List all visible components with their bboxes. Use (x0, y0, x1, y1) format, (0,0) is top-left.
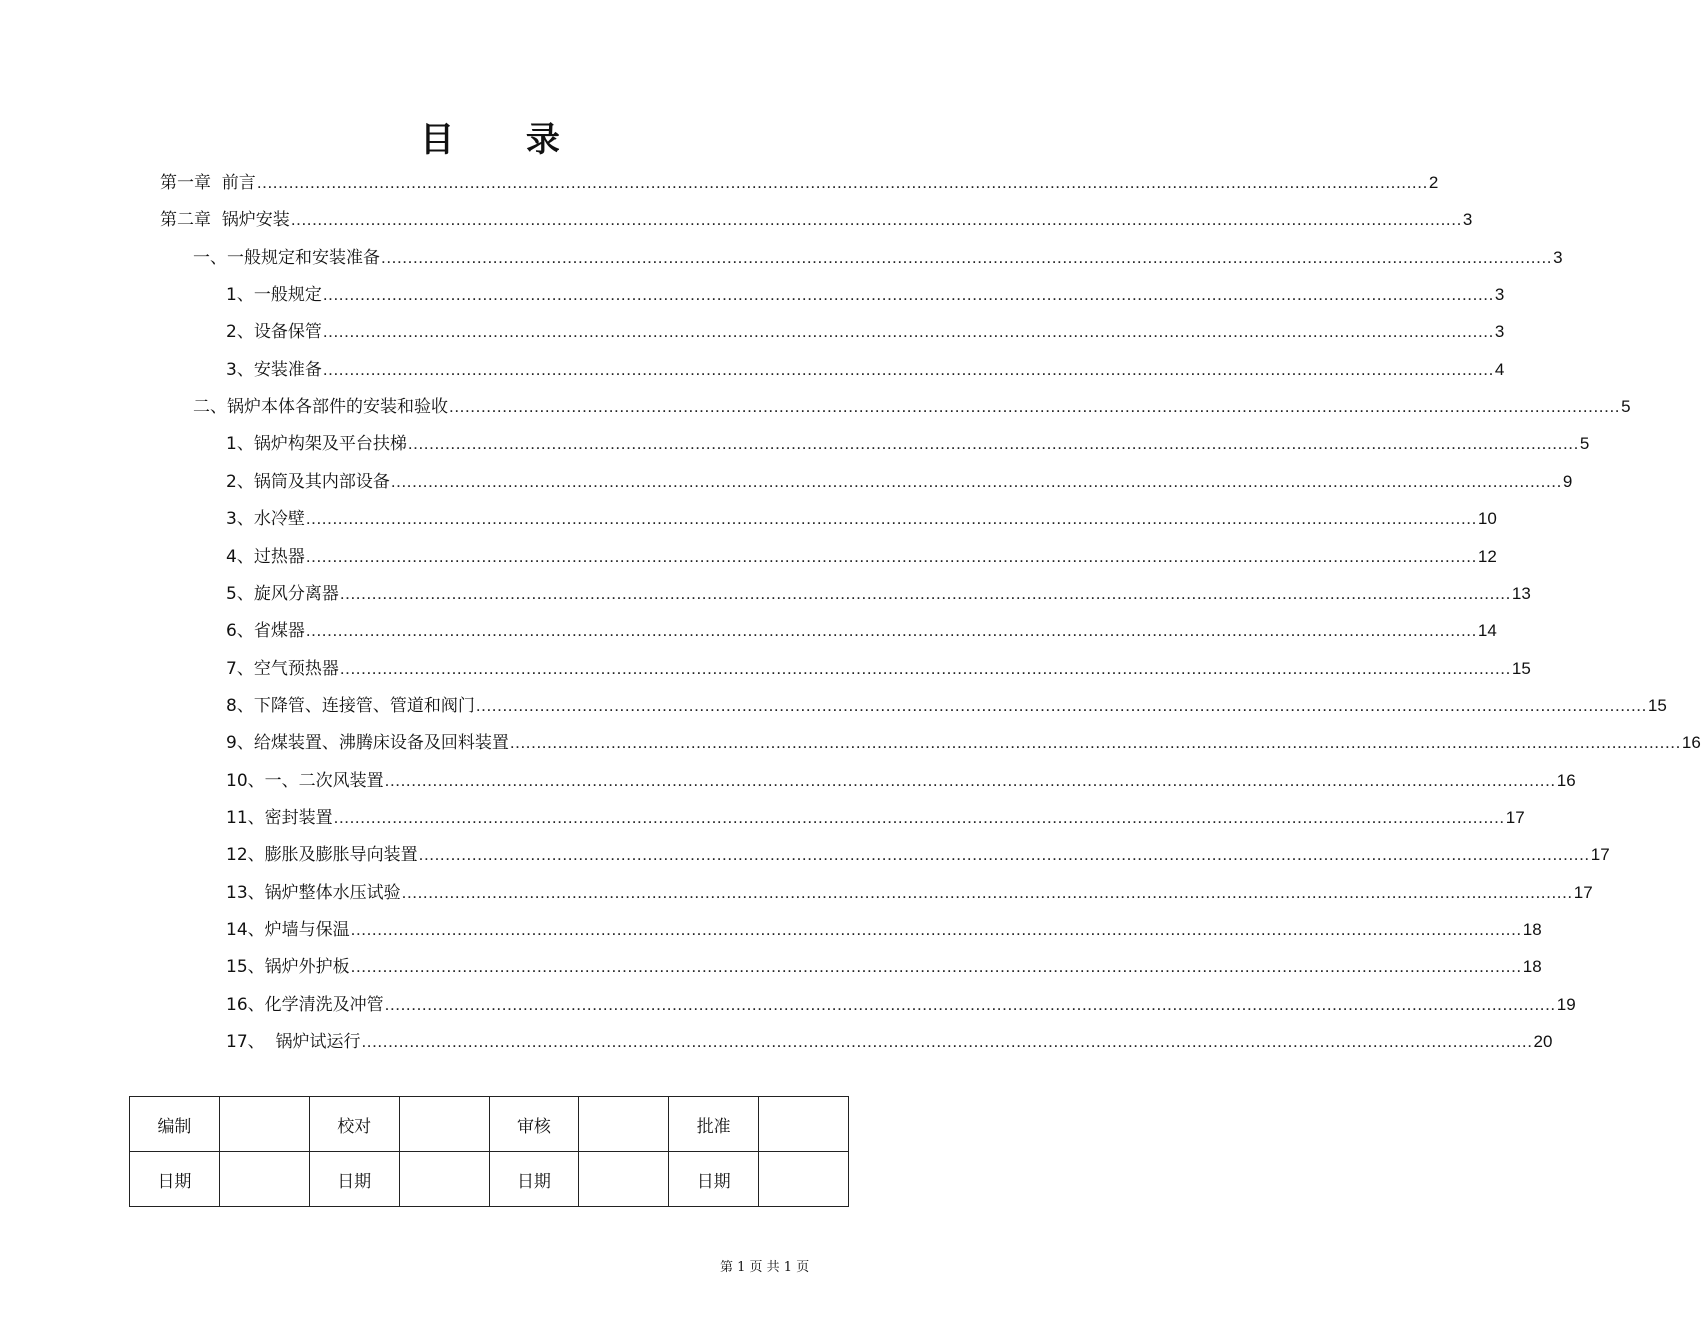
toc-dot-leader: ............................................................................................................................................................................................................................ (350, 920, 1522, 939)
toc-page-number: 5 (1579, 434, 1590, 454)
toc-dot-leader: ............................................................................................................................................................................................................................ (384, 994, 1556, 1014)
toc-dot-leader: ............................................................................................................................................................................................................................ (381, 247, 1553, 267)
toc-entry[interactable] (226, 504, 1497, 534)
toc-dot-leader: ............................................................................................................................................................................................................................ (361, 1032, 1533, 1052)
toc-entry-label: 12、膨胀及膨胀导向装置 (226, 845, 418, 866)
toc-entry[interactable] (226, 952, 1542, 982)
toc-dot-leader: ............................................................................................................................................................................................................................ (339, 583, 1511, 603)
toc-page-number: 17 (1573, 882, 1593, 902)
toc-entry-label: 1、一般规定 (226, 285, 322, 306)
toc-page-number: 17 (1590, 845, 1610, 865)
toc-entry-label: 3、水冷壁 (226, 509, 305, 530)
toc-entry-label: 第二章 锅炉安装 (160, 210, 290, 231)
cell-date-label: 日期 (309, 1152, 399, 1207)
toc-entry-label: 2、设备保管 (226, 322, 322, 343)
toc-entry-label: 16、化学清洗及冲管 (226, 994, 384, 1015)
toc-entry-label: 一、一般规定和安装准备 (193, 247, 380, 268)
cell-date-label: 日期 (669, 1152, 759, 1207)
toc-dot-leader: ............................................................................................................................................................................................................................ (256, 173, 1428, 192)
page-footer: 第 1 页 共 1 页 (720, 1260, 810, 1275)
toc-entry[interactable] (226, 467, 1573, 497)
toc-page-number: 3 (1462, 210, 1473, 230)
toc-dot-leader: ............................................................................................................................................................................................................................ (333, 807, 1505, 827)
toc-entry[interactable] (226, 616, 1497, 646)
toc-entry[interactable] (193, 243, 1563, 273)
toc-entry[interactable] (226, 840, 1610, 870)
toc-dot-leader: ............................................................................................................................................................................................................................ (305, 621, 1477, 641)
toc-dot-leader: ............................................................................................................................................................................................................................ (509, 733, 1681, 753)
toc-entry[interactable] (226, 878, 1593, 908)
toc-entry[interactable] (226, 990, 1576, 1020)
toc-page-number: 2 (1428, 173, 1439, 192)
toc-page-number: 19 (1556, 994, 1576, 1014)
toc-page-number: 14 (1477, 621, 1497, 641)
toc-entry-label: 2、锅筒及其内部设备 (226, 471, 390, 492)
toc-dot-leader: ............................................................................................................................................................................................................................ (305, 546, 1477, 566)
toc-dot-leader: ............................................................................................................................................................................................................................ (305, 509, 1477, 529)
cell-date-label: 日期 (489, 1152, 579, 1207)
toc-dot-leader: ............................................................................................................................................................................................................................ (339, 658, 1511, 678)
cell-proofread-value (399, 1097, 489, 1152)
toc-entry[interactable] (226, 429, 1590, 459)
toc-page-number: 9 (1562, 471, 1573, 491)
toc-page-number: 17 (1505, 807, 1525, 827)
toc-dot-leader: ............................................................................................................................................................................................................................ (390, 471, 1562, 491)
toc-page-number: 12 (1477, 546, 1497, 566)
toc-entry[interactable] (226, 691, 1667, 721)
toc-dot-leader: ............................................................................................................................................................................................................................ (384, 770, 1556, 790)
toc-entry[interactable] (226, 280, 1505, 310)
toc-entry-label: 8、下降管、连接管、管道和阀门 (226, 695, 475, 716)
cell-compile-label: 编制 (130, 1097, 220, 1152)
toc-entry-label: 二、锅炉本体各部件的安装和验收 (193, 397, 448, 418)
toc-dot-leader: ............................................................................................................................................................................................................................ (322, 285, 1494, 305)
toc-entry[interactable] (226, 355, 1505, 385)
toc-dot-leader: ............................................................................................................................................................................................................................ (449, 397, 1621, 417)
toc-page-number: 16 (1681, 733, 1701, 753)
cell-date-label: 日期 (130, 1152, 220, 1207)
toc-entry-label: 17、 锅炉试运行 (226, 1032, 361, 1053)
toc-entry[interactable] (226, 915, 1542, 945)
toc-entry[interactable] (193, 392, 1631, 422)
toc-entry-label: 14、炉墙与保温 (226, 920, 350, 940)
toc-page-number: 10 (1477, 509, 1497, 529)
toc-page-number: 13 (1511, 583, 1531, 603)
toc-entry-label: 9、给煤装置、沸腾床设备及回料装置 (226, 733, 509, 754)
signoff-row-names (130, 1097, 849, 1152)
toc-entry-label: 6、省煤器 (226, 621, 305, 642)
toc-dot-leader: ............................................................................................................................................................................................................................ (350, 957, 1522, 977)
toc-dot-leader: ............................................................................................................................................................................................................................ (401, 882, 1573, 902)
toc-page-number: 5 (1621, 397, 1631, 417)
cell-approve-label: 批准 (669, 1097, 759, 1152)
toc-page-number: 16 (1556, 770, 1576, 790)
cell-review-value (579, 1097, 669, 1152)
toc-entry[interactable] (226, 728, 1701, 758)
toc-entry[interactable] (160, 168, 1439, 198)
toc-dot-leader: ............................................................................................................................................................................................................................ (322, 322, 1494, 342)
toc-page-number: 4 (1494, 359, 1505, 379)
toc-page-number: 15 (1647, 695, 1667, 715)
toc-entry-label: 3、安装准备 (226, 359, 322, 380)
page-title: 目 录 (420, 120, 590, 160)
toc-entry-label: 4、过热器 (226, 546, 305, 567)
cell-proofread-label: 校对 (309, 1097, 399, 1152)
cell-approve-value (759, 1097, 849, 1152)
toc-entry[interactable] (226, 654, 1531, 684)
toc-entry[interactable] (160, 205, 1473, 235)
toc-page-number: 15 (1511, 658, 1531, 678)
toc-entry[interactable] (226, 579, 1531, 609)
toc-entry[interactable] (226, 317, 1505, 347)
toc-page-number: 18 (1522, 957, 1542, 977)
cell-date-value (579, 1152, 669, 1207)
toc-page-number: 3 (1494, 322, 1505, 342)
toc-page-number: 3 (1553, 247, 1563, 267)
toc-entry-label: 7、空气预热器 (226, 658, 339, 679)
toc-entry[interactable] (226, 1027, 1553, 1057)
toc-entry-label: 5、旋风分离器 (226, 583, 339, 604)
toc-dot-leader: ............................................................................................................................................................................................................................ (322, 359, 1494, 379)
toc-entry-label: 10、一、二次风装置 (226, 770, 384, 791)
toc-entry[interactable] (226, 542, 1497, 572)
toc-dot-leader: ............................................................................................................................................................................................................................ (407, 434, 1579, 454)
cell-review-label: 审核 (489, 1097, 579, 1152)
signoff-row-dates (130, 1152, 849, 1207)
toc-entry-label: 13、锅炉整体水压试验 (226, 882, 401, 903)
toc-dot-leader: ............................................................................................................................................................................................................................ (290, 210, 1462, 230)
toc-entry[interactable] (226, 803, 1525, 833)
toc-dot-leader: ............................................................................................................................................................................................................................ (418, 845, 1590, 865)
cell-date-value (759, 1152, 849, 1207)
cell-date-value (399, 1152, 489, 1207)
toc-entry[interactable] (226, 766, 1576, 796)
toc-entry-label: 1、锅炉构架及平台扶梯 (226, 434, 407, 455)
toc-entry-label: 第一章 前言 (160, 173, 256, 193)
signoff-table (129, 1096, 849, 1207)
toc-entry-label: 11、密封装置 (226, 807, 333, 828)
toc-entry-label: 15、锅炉外护板 (226, 957, 350, 978)
cell-date-value (219, 1152, 309, 1207)
toc-page-number: 18 (1522, 920, 1542, 939)
toc-page-number: 20 (1533, 1032, 1553, 1052)
toc-page-number: 3 (1494, 285, 1505, 305)
cell-compile-value (219, 1097, 309, 1152)
toc-dot-leader: ............................................................................................................................................................................................................................ (475, 695, 1647, 715)
